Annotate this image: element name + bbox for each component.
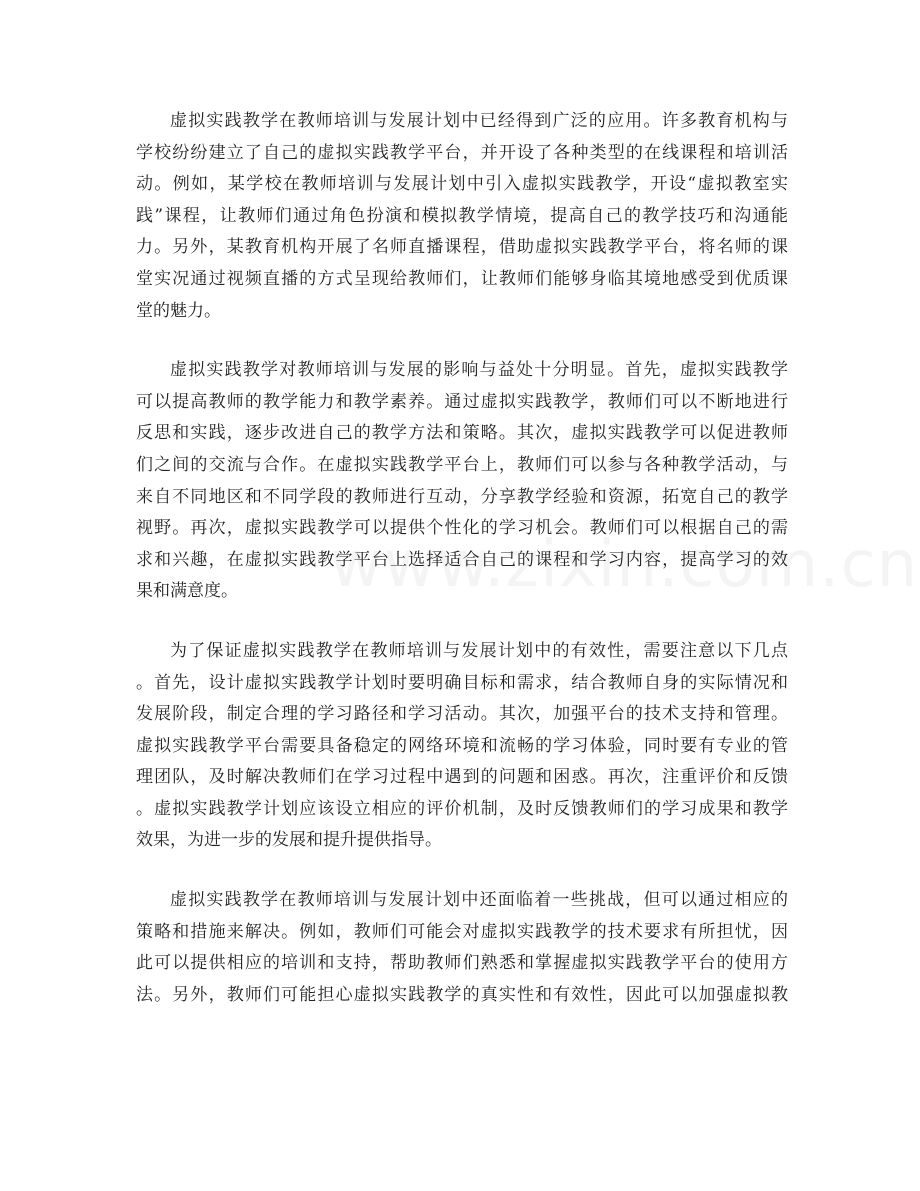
text-line: 为了保证虚拟实践教学在教师培训与发展计划中的有效性，需要注意以下几点: [170, 640, 788, 661]
text-line: 堂的魅力。: [136, 300, 221, 321]
document-body: [136, 106, 788, 1039]
text-line: 效果，为进一步的发展和提升提供指导。: [136, 830, 442, 851]
text-line: 发展阶段，制定合理的学习路径和学习活动。其次，加强平台的技术支持和管理。: [136, 704, 788, 725]
text-line: 虚拟实践教学在教师培训与发展计划中还面临着一些挑战，但可以通过相应的: [170, 890, 788, 911]
text-line: 视野。再次，虚拟实践教学可以提供个性化的学习机会。教师们可以根据自己的需: [136, 518, 788, 539]
paragraph: [136, 355, 788, 608]
paragraph: [136, 885, 788, 1011]
text-line: 可以提高教师的教学能力和教学素养。通过虚拟实践教学，教师们可以不断地进行: [136, 391, 788, 412]
text-line: 虚拟实践教学平台需要具备稳定的网络环境和流畅的学习体验，同时要有专业的管: [136, 735, 788, 756]
text-line: 求和兴趣，在虚拟实践教学平台上选择适合自己的课程和学习内容，提高学习的效: [136, 549, 788, 570]
text-line: 力。另外，某教育机构开展了名师直播课程，借助虚拟实践教学平台，将名师的课: [136, 237, 788, 258]
text-line: 策略和措施来解决。例如，教师们可能会对虚拟实践教学的技术要求有所担忧，因: [136, 921, 788, 942]
text-line: 反思和实践，逐步改进自己的教学方法和策略。其次，虚拟实践教学可以促进教师: [136, 423, 788, 444]
paragraph: [136, 636, 788, 857]
text-line: 践”课程，让教师们通过角色扮演和模拟教学情境，提高自己的教学技巧和沟通能: [136, 205, 788, 226]
text-line: 来自不同地区和不同学段的教师进行互动，分享教学经验和资源，拓宽自己的教学: [136, 486, 788, 507]
text-line: 虚拟实践教学在教师培训与发展计划中已经得到广泛的应用。许多教育机构与: [170, 111, 788, 131]
paragraph: [136, 106, 788, 327]
text-line: 动。例如，某学校在教师培训与发展计划中引入虚拟实践教学，开设“虚拟教室实: [136, 174, 788, 195]
text-line: 此可以提供相应的培训和支持，帮助教师们熟悉和掌握虚拟实践教学平台的使用方: [136, 953, 788, 974]
text-line: 果和满意度。: [136, 581, 238, 602]
text-line: 。首先，设计虚拟实践教学计划时要明确目标和需求，结合教师自身的实际情况和: [136, 672, 788, 693]
text-line: 法。另外，教师们可能担心虚拟实践教学的真实性和有效性，因此可以加强虚拟教: [136, 984, 788, 1005]
text-line: 学校纷纷建立了自己的虚拟实践教学平台，并开设了各种类型的在线课程和培训活: [136, 142, 788, 163]
text-line: 。虚拟实践教学计划应该设立相应的评价机制，及时反馈教师们的学习成果和教学: [136, 798, 788, 819]
text-line: 理团队，及时解决教师们在学习过程中遇到的问题和困惑。再次，注重评价和反馈: [136, 767, 788, 788]
text-line: 虚拟实践教学对教师培训与发展的影响与益处十分明显。首先，虚拟实践教学: [170, 360, 788, 381]
text-line: 堂实况通过视频直播的方式呈现给教师们，让教师们能够身临其境地感受到优质课: [136, 268, 788, 289]
text-line: 们之间的交流与合作。在虚拟实践教学平台上，教师们可以参与各种教学活动，与: [136, 454, 788, 475]
